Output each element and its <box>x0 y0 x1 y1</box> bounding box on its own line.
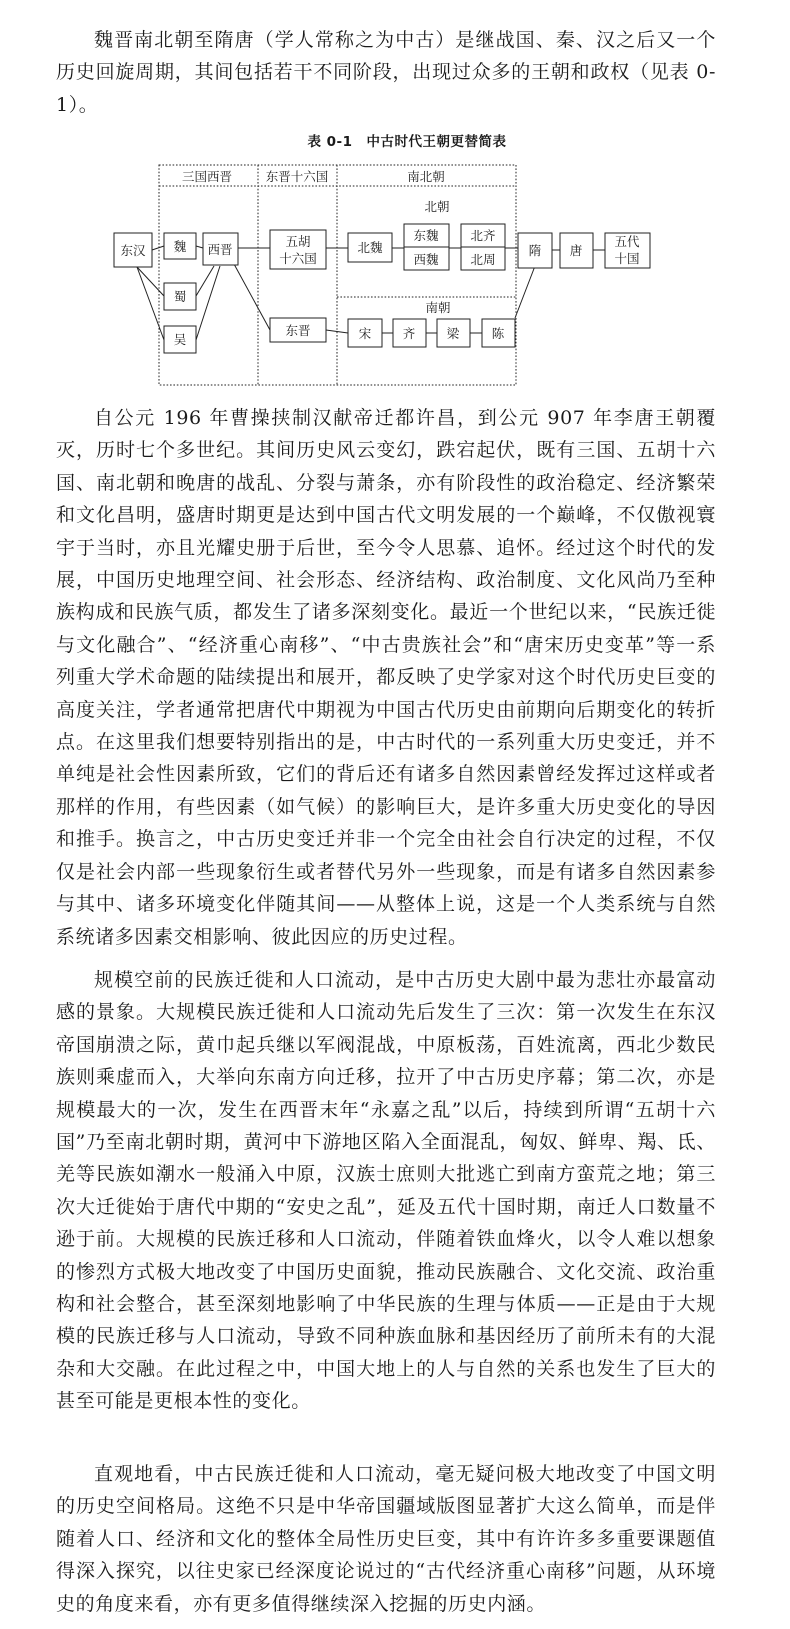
label-sui: 隋 <box>528 243 542 258</box>
paragraph-spatial: 直观地看，中古民族迁徙和人口流动，毫无疑问极大地改变了中国文明的历史空间格局。这绝不只是中华帝国疆域版图显著扩大这么简单，而是伴随着人口、经济和文化的整体全局性历史巨变，其中有许许多多重要课题值得深入探究，以往史家已经深度论说过的“古代经济重心南移”问题，从环境史的角度来看，亦有更多值得继续深入挖掘的历史内涵。 <box>56 1463 716 1615</box>
label-beiqi: 北齐 <box>470 228 496 243</box>
dynasty-succession-diagram <box>0 0 790 400</box>
label-donghan: 东汉 <box>120 243 146 258</box>
period-label-nanchao: 南朝 <box>425 300 451 315</box>
period-label-beichao: 北朝 <box>424 199 450 214</box>
label-wudai-2: 十国 <box>614 251 640 266</box>
label-chen: 陈 <box>491 326 505 341</box>
label-dongjin: 东晋 <box>285 323 311 338</box>
period-label-nanbeichao: 南北朝 <box>407 169 445 184</box>
label-wei: 魏 <box>173 239 187 254</box>
label-shu: 蜀 <box>173 289 187 304</box>
period-label-sanguo-xijin: 三国西晋 <box>181 169 233 184</box>
label-dongwei: 东魏 <box>413 228 439 243</box>
paragraph-intro: 魏晋南北朝至隋唐（学人常称之为中古）是继战国、秦、汉之后又一个历史回旋周期，其间包括若干不同阶段，出现过众多的王朝和政权（见表 0-1）。 <box>56 29 716 116</box>
label-xijin: 西晋 <box>207 242 233 257</box>
label-song: 宋 <box>358 326 372 341</box>
label-tang: 唐 <box>569 243 583 258</box>
table-caption: 表 0-1 中古时代王朝更替简表 <box>307 134 507 150</box>
label-qi: 齐 <box>402 326 416 341</box>
label-wuhu-1: 五胡 <box>285 234 311 249</box>
period-label-dongjin-16: 东晋十六国 <box>265 169 329 184</box>
label-wudai-1: 五代 <box>614 234 640 249</box>
label-beizhou: 北周 <box>470 252 496 267</box>
label-wu: 吴 <box>173 332 187 347</box>
label-wuhu-2: 十六国 <box>279 251 317 266</box>
label-xiwei: 西魏 <box>413 252 439 267</box>
label-beiwei: 北魏 <box>357 240 383 255</box>
paragraph-overview: 自公元 196 年曹操挟制汉献帝迁都许昌，到公元 907 年李唐王朝覆灭，历时七个多世纪。其间历史风云变幻，跌宕起伏，既有三国、五胡十六国、南北朝和晚唐的战乱、分裂与萧条，亦有阶段性的政治稳定、经济繁荣和文化昌明，盛唐时期更是达到中国古代文明发展的一个巅峰，不仅傲视寰宇于当时，亦且光耀史册于后世，至今令人思慕、追怀。经过这个时代的发展，中国历史地理空间、社会形态、经济结构、政治制度、文化风尚乃至种族构成和民族气质，都发生了诸多深刻变化。最近一个世纪以来，“民族迁徙与文化融合”、“经济重心南移”、“中古贵族社会”和“唐宋历史变革”等一系列重大学术命题的陆续提出和展开，都反映了史学家对这个时代历史巨变的高度关注，学者通常把唐代中期视为中国古代历史由前期向后期变化的转折点。在这里我们想要特别指出的是，中古时代的一系列重大历史变迁，并不单纯是社会性因素所致，它们的背后还有诸多自然因素曾经发挥过这样或者那样的作用，有些因素（如气候）的影响巨大，是许多重大历史变化的导因和推手。换言之，中古历史变迁并非一个完全由社会自行决定的过程，不仅仅是社会内部一些现象衍生或者替代另外一些现象，而是有诸多自然因素参与其中、诸多环境变化伴随其间——从整体上说，这是一个人类系统与自然系统诸多因素交相影响、彼此因应的历史过程。 <box>56 407 716 948</box>
label-liang: 梁 <box>446 326 460 341</box>
paragraph-migration: 规模空前的民族迁徙和人口流动，是中古历史大剧中最为悲壮亦最富动感的景象。大规模民族迁徙和人口流动先后发生了三次：第一次发生在东汉帝国崩溃之际，黄巾起兵继以军阀混战，中原板荡，百姓流离，西北少数民族则乘虚而入，大举向东南方向迁移，拉开了中古历史序幕；第二次，亦是规模最大的一次，发生在西晋末年“永嘉之乱”以后，持续到所谓“五胡十六国”乃至南北朝时期，黄河中下游地区陷入全面混乱，匈奴、鲜卑、羯、氐、羌等民族如潮水一般涌入中原，汉族士庶则大批逃亡到南方蛮荒之地；第三次大迁徙始于唐代中期的“安史之乱”，延及五代十国时期，南迁人口数量不逊于前。大规模的民族迁移和人口流动，伴随着铁血烽火，以令人难以想象的惨烈方式极大地改变了中国历史面貌，推动民族融合、文化交流、政治重构和社会整合，甚至深刻地影响了中华民族的生理与体质——正是由于大规模的民族迁移与人口流动，导致不同种族血脉和基因经历了前所未有的大混杂和大交融。在此过程之中，中国大地上的人与自然的关系也发生了巨大的甚至可能是更根本性的变化。 <box>56 969 716 1413</box>
